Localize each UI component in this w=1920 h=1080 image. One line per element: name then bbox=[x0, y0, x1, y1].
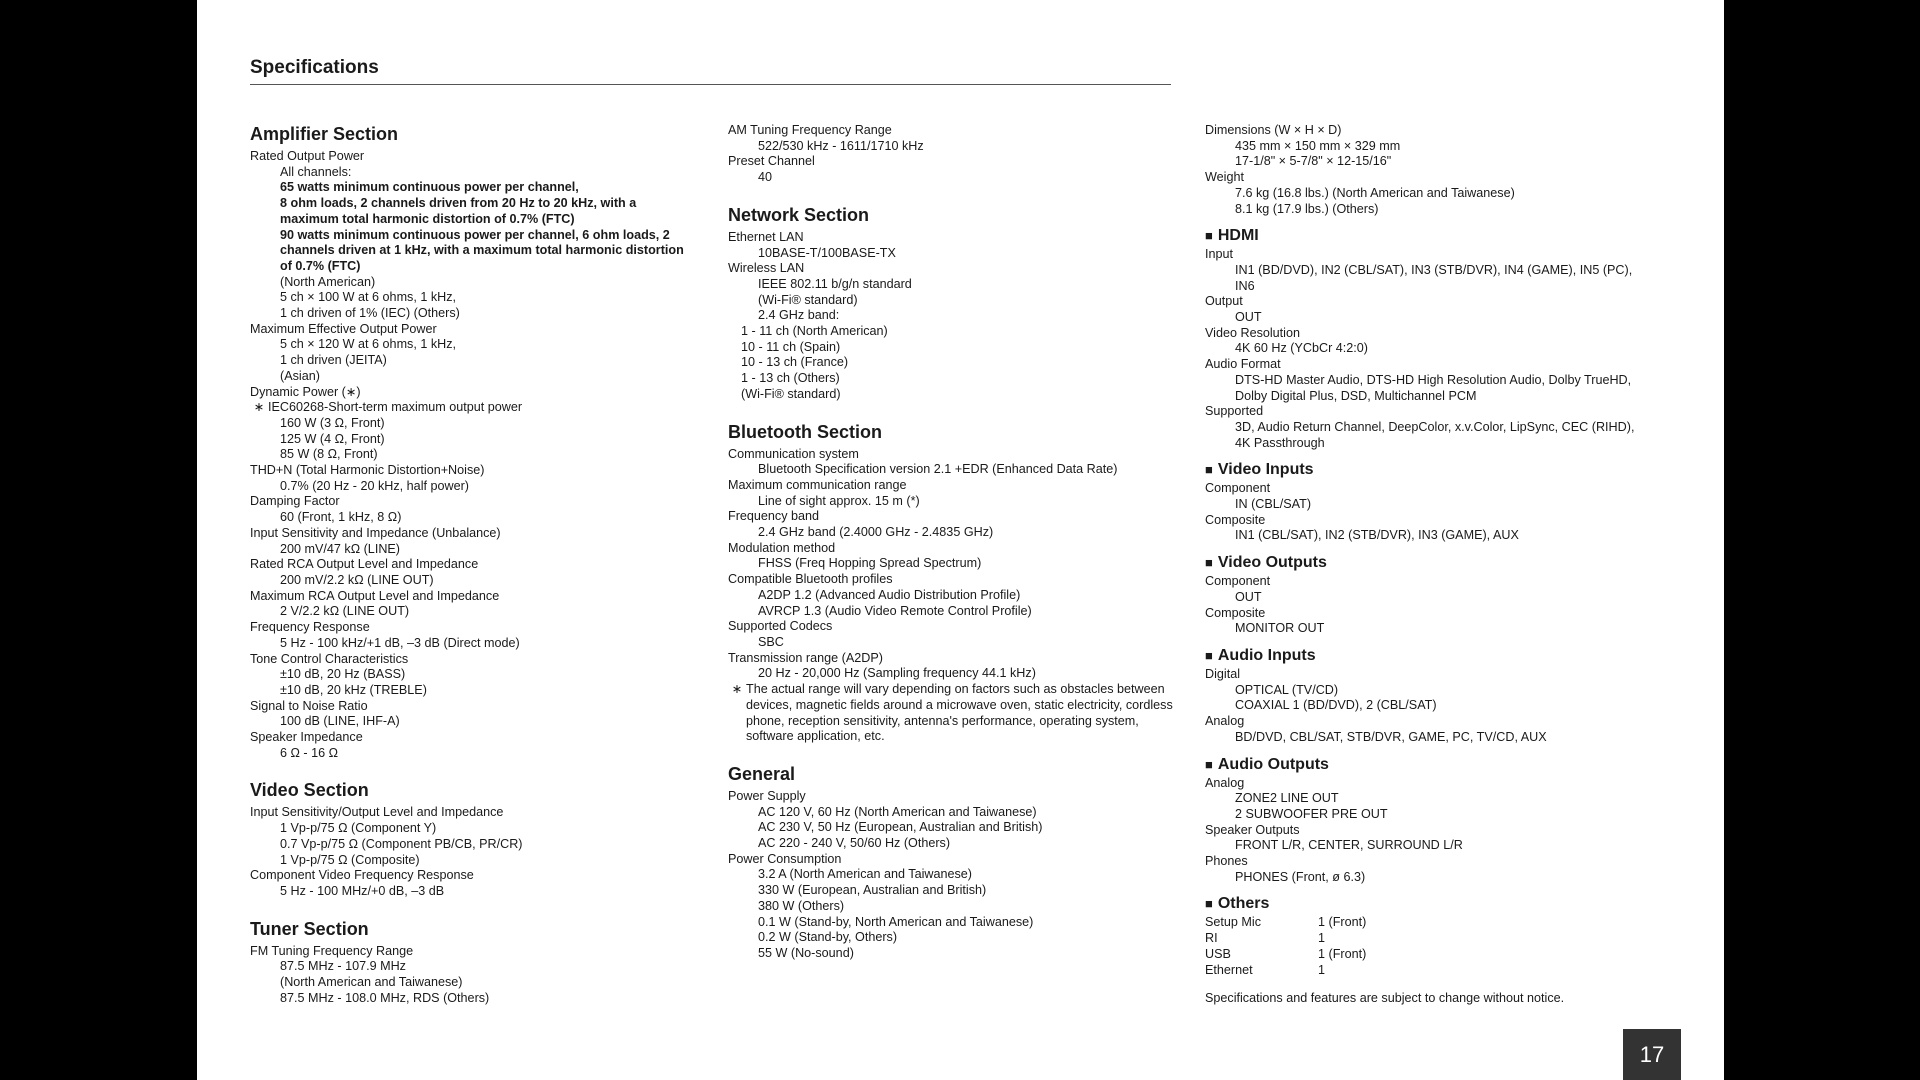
spec-value: 2 SUBWOOFER PRE OUT bbox=[1235, 806, 1388, 821]
spec-label: Weight bbox=[1205, 170, 1244, 185]
spec-value: DTS-HD Master Audio, DTS-HD High Resolution Audio, Dolby TrueHD, bbox=[1235, 372, 1632, 387]
spec-value: OUT bbox=[1235, 589, 1262, 604]
hdmi-heading: ■ HDMI bbox=[1205, 226, 1675, 246]
spec-value: 3D, Audio Return Channel, DeepColor, x.v.Color, LipSync, CEC (RIHD), bbox=[1235, 419, 1635, 434]
spec-label: Digital bbox=[1205, 666, 1240, 681]
spec-value: SBC bbox=[758, 634, 784, 649]
spec-label: Component bbox=[1205, 574, 1271, 589]
spec-value: IN1 (CBL/SAT), IN2 (STB/DVR), IN3 (GAME), AUX bbox=[1235, 528, 1519, 543]
manual-page bbox=[197, 0, 1724, 1080]
spec-value: 2.4 GHz band: bbox=[758, 308, 840, 323]
asterisk-mark: ∗ bbox=[731, 682, 743, 697]
spec-label: Component Video Frequency Response bbox=[250, 868, 474, 883]
spec-value: 0.7% (20 Hz - 20 kHz, half power) bbox=[280, 478, 469, 493]
spec-label: Rated RCA Output Level and Impedance bbox=[250, 557, 479, 572]
general-heading: General bbox=[728, 763, 796, 784]
spec-label: Wireless LAN bbox=[728, 261, 805, 276]
spec-label: Preset Channel bbox=[728, 154, 815, 169]
spec-value: AC 230 V, 50 Hz (European, Australian and British) bbox=[758, 820, 1043, 835]
spec-value: 435 mm × 150 mm × 329 mm bbox=[1235, 138, 1401, 153]
spec-label: Speaker Impedance bbox=[250, 730, 363, 745]
others-value: 1 bbox=[1318, 962, 1326, 977]
spec-label: Video Resolution bbox=[1205, 325, 1300, 340]
spec-label: Compatible Bluetooth profiles bbox=[728, 572, 893, 587]
spec-label: Maximum communication range bbox=[728, 477, 907, 492]
spec-value: FHSS (Freq Hopping Spread Spectrum) bbox=[758, 556, 982, 571]
spec-label: Damping Factor bbox=[250, 494, 340, 509]
spec-value: IN (CBL/SAT) bbox=[1235, 497, 1312, 512]
footnote-text: The actual range will vary depending on factors such as obstacles between devices, magnetic fields around a microwave oven, static electricity, cordless phone, reception sensitivity, antenna's performance, operating system, software application, etc. bbox=[746, 682, 1173, 744]
spec-value: 4K Passthrough bbox=[1235, 435, 1325, 450]
spec-value: 60 (Front, 1 kHz, 8 Ω) bbox=[280, 510, 402, 525]
spec-value: (Wi-Fi® standard) bbox=[741, 386, 841, 401]
spec-label: Composite bbox=[1205, 605, 1266, 620]
spec-value: 1 Vp-p/75 Ω (Composite) bbox=[280, 852, 420, 867]
spec-value: (Asian) bbox=[280, 368, 320, 383]
others-value: 1 (Front) bbox=[1318, 915, 1367, 930]
footnote bbox=[250, 400, 710, 416]
spec-value: BD/DVD, CBL/SAT, STB/DVR, GAME, PC, TV/CD, AUX bbox=[1235, 729, 1547, 744]
amplifier-heading: Amplifier Section bbox=[250, 124, 399, 144]
page-title: Specifications bbox=[250, 57, 379, 78]
tuner-heading: Tuner Section bbox=[250, 918, 369, 939]
spec-value: 1 - 11 ch (North American) bbox=[741, 324, 888, 339]
spec-value: PHONES (Front, ø 6.3) bbox=[1235, 869, 1366, 884]
asterisk-mark: ∗ bbox=[253, 400, 265, 415]
spec-value: IEEE 802.11 b/g/n standard bbox=[758, 276, 912, 291]
column-left bbox=[250, 123, 710, 1006]
spec-value: 1 Vp-p/75 Ω (Component Y) bbox=[280, 821, 437, 836]
spec-label: Ethernet LAN bbox=[728, 229, 804, 244]
others-row bbox=[1205, 915, 1675, 931]
spec-value: 380 W (Others) bbox=[758, 898, 845, 913]
spec-value-bold: of 0.7% (FTC) bbox=[280, 258, 361, 273]
video-outputs-heading: ■ Video Outputs bbox=[1205, 553, 1675, 573]
spec-label: Frequency band bbox=[728, 509, 820, 524]
spec-value: 5 ch × 100 W at 6 ohms, 1 kHz, bbox=[280, 290, 457, 305]
spec-value-bold: maximum total harmonic distortion of 0.7% (FTC) bbox=[280, 211, 575, 226]
spec-label: Modulation method bbox=[728, 540, 836, 555]
spec-value: 10 - 13 ch (France) bbox=[741, 355, 849, 370]
others-row bbox=[1205, 947, 1675, 963]
others-key: Setup Mic bbox=[1205, 915, 1261, 930]
spec-label: Rated Output Power bbox=[250, 149, 365, 163]
spec-value: 0.1 W (Stand-by, North American and Taiwanese) bbox=[758, 914, 1034, 929]
spec-label: Dynamic Power (∗) bbox=[250, 384, 361, 399]
spec-value: FRONT L/R, CENTER, SURROUND L/R bbox=[1235, 838, 1463, 853]
spec-value: Bluetooth Specification version 2.1 +EDR (Enhanced Data Rate) bbox=[758, 462, 1118, 477]
spec-value: IN6 bbox=[1235, 278, 1255, 293]
spec-value: 100 dB (LINE, IHF-A) bbox=[280, 714, 400, 729]
column-right bbox=[1205, 123, 1675, 1007]
spec-value: 4K 60 Hz (YCbCr 4:2:0) bbox=[1235, 341, 1368, 356]
spec-value: 1 ch driven (JEITA) bbox=[280, 353, 387, 368]
spec-value: AC 120 V, 60 Hz (North American and Taiwanese) bbox=[758, 804, 1037, 819]
others-value: 1 bbox=[1318, 931, 1326, 946]
spec-value: 87.5 MHz - 108.0 MHz, RDS (Others) bbox=[280, 990, 490, 1005]
spec-label: Input Sensitivity/Output Level and Impedance bbox=[250, 805, 504, 820]
spec-value: 330 W (European, Australian and British) bbox=[758, 883, 987, 898]
spec-label: Communication system bbox=[728, 446, 859, 461]
video-inputs-heading: ■ Video Inputs bbox=[1205, 460, 1675, 480]
title-rule bbox=[250, 84, 1171, 85]
spec-label: Audio Format bbox=[1205, 357, 1281, 372]
spec-value: 10BASE-T/100BASE-TX bbox=[758, 245, 896, 260]
spec-label: Analog bbox=[1205, 714, 1245, 729]
spec-value: A2DP 1.2 (Advanced Audio Distribution Profile) bbox=[758, 587, 1021, 602]
spec-value: 1 - 13 ch (Others) bbox=[741, 371, 840, 386]
spec-label: Frequency Response bbox=[250, 620, 370, 635]
spec-value: 8.1 kg (17.9 lbs.) (Others) bbox=[1235, 201, 1379, 216]
spec-value: 55 W (No-sound) bbox=[758, 945, 854, 960]
disclaimer-note: Specifications and features are subject to change without notice. bbox=[1205, 991, 1565, 1006]
spec-value: 5 Hz - 100 kHz/+1 dB, –3 dB (Direct mode) bbox=[280, 635, 520, 650]
spec-value: 0.2 W (Stand-by, Others) bbox=[758, 930, 898, 945]
spec-value: 160 W (3 Ω, Front) bbox=[280, 415, 385, 430]
spec-value: 87.5 MHz - 107.9 MHz bbox=[280, 959, 406, 974]
spec-value: 3.2 A (North American and Taiwanese) bbox=[758, 867, 972, 882]
spec-label: Transmission range (A2DP) bbox=[728, 650, 883, 665]
bluetooth-heading: Bluetooth Section bbox=[728, 421, 882, 442]
spec-value: 125 W (4 Ω, Front) bbox=[280, 431, 385, 446]
spec-value: ±10 dB, 20 kHz (TREBLE) bbox=[280, 682, 427, 697]
spec-value: Line of sight approx. 15 m (*) bbox=[758, 493, 920, 508]
others-row bbox=[1205, 931, 1675, 947]
spec-label: FM Tuning Frequency Range bbox=[250, 943, 414, 958]
spec-value: 6 Ω - 16 Ω bbox=[280, 745, 339, 760]
spec-value: ZONE2 LINE OUT bbox=[1235, 791, 1339, 806]
spec-label: Phones bbox=[1205, 854, 1248, 869]
others-heading: ■ Others bbox=[1205, 894, 1675, 914]
spec-value: AVRCP 1.3 (Audio Video Remote Control Profile) bbox=[758, 603, 1032, 618]
spec-value: AC 220 - 240 V, 50/60 Hz (Others) bbox=[758, 836, 951, 851]
network-heading: Network Section bbox=[728, 204, 870, 225]
spec-label: Input bbox=[1205, 247, 1234, 262]
spec-value: Dolby Digital Plus, DSD, Multichannel PCM bbox=[1235, 388, 1477, 403]
spec-label: AM Tuning Frequency Range bbox=[728, 123, 892, 137]
spec-value: OUT bbox=[1235, 310, 1262, 325]
others-row bbox=[1205, 963, 1675, 979]
spec-value: 10 - 11 ch (Spain) bbox=[741, 339, 841, 354]
spec-label: Component bbox=[1205, 481, 1271, 496]
spec-value: 17-1/8" × 5-7/8" × 12-15/16" bbox=[1235, 154, 1392, 169]
video-heading: Video Section bbox=[250, 780, 369, 801]
footnote bbox=[728, 682, 1178, 745]
spec-label: Maximum RCA Output Level and Impedance bbox=[250, 588, 500, 603]
spec-value: 200 mV/47 kΩ (LINE) bbox=[280, 541, 401, 556]
spec-label: Dimensions (W × H × D) bbox=[1205, 123, 1342, 137]
audio-outputs-heading: ■ Audio Outputs bbox=[1205, 755, 1675, 775]
spec-label: Power Consumption bbox=[728, 851, 842, 866]
others-value: 1 (Front) bbox=[1318, 946, 1367, 961]
others-key: USB bbox=[1205, 946, 1231, 961]
page-number: 17 bbox=[1623, 1029, 1681, 1080]
spec-value: 5 Hz - 100 MHz/+0 dB, –3 dB bbox=[280, 883, 445, 898]
spec-value: MONITOR OUT bbox=[1235, 621, 1325, 636]
spec-label: Signal to Noise Ratio bbox=[250, 698, 368, 713]
spec-label: Supported Codecs bbox=[728, 619, 833, 634]
spec-value: 200 mV/2.2 kΩ (LINE OUT) bbox=[280, 572, 434, 587]
spec-label: Analog bbox=[1205, 775, 1245, 790]
spec-label: Maximum Effective Output Power bbox=[250, 321, 437, 336]
spec-value: (North American and Taiwanese) bbox=[280, 975, 463, 990]
spec-value: 7.6 kg (16.8 lbs.) (North American and Taiwanese) bbox=[1235, 185, 1515, 200]
spec-value-bold: channels driven at 1 kHz, with a maximum total harmonic distortion bbox=[280, 243, 684, 258]
spec-value: COAXIAL 1 (BD/DVD), 2 (CBL/SAT) bbox=[1235, 698, 1437, 713]
spec-value: OPTICAL (TV/CD) bbox=[1235, 682, 1339, 697]
footnote-text: IEC60268-Short-term maximum output power bbox=[268, 400, 523, 415]
spec-label: Power Supply bbox=[728, 788, 806, 803]
spec-value: All channels: bbox=[280, 164, 352, 179]
column-middle bbox=[728, 123, 1178, 962]
others-key: RI bbox=[1205, 931, 1218, 946]
spec-value: 5 ch × 120 W at 6 ohms, 1 kHz, bbox=[280, 337, 457, 352]
spec-value: 85 W (8 Ω, Front) bbox=[280, 447, 378, 462]
spec-label: THD+N (Total Harmonic Distortion+Noise) bbox=[250, 463, 485, 478]
spec-label: Output bbox=[1205, 294, 1243, 309]
spec-label: Composite bbox=[1205, 512, 1266, 527]
spec-value: 2 V/2.2 kΩ (LINE OUT) bbox=[280, 604, 410, 619]
spec-label: Tone Control Characteristics bbox=[250, 651, 409, 666]
spec-value: 522/530 kHz - 1611/1710 kHz bbox=[758, 138, 924, 153]
spec-value: IN1 (BD/DVD), IN2 (CBL/SAT), IN3 (STB/DVR), IN4 (GAME), IN5 (PC), bbox=[1235, 262, 1633, 277]
spec-value-bold: 65 watts minimum continuous power per channel, bbox=[280, 180, 579, 195]
spec-value: ±10 dB, 20 Hz (BASS) bbox=[280, 667, 406, 682]
spec-value: (Wi-Fi® standard) bbox=[758, 292, 858, 307]
spec-value-bold: 8 ohm loads, 2 channels driven from 20 Hz to 20 kHz, with a bbox=[280, 196, 637, 211]
spec-value: 0.7 Vp-p/75 Ω (Component PB/CB, PR/CR) bbox=[280, 836, 523, 851]
spec-value: 40 bbox=[758, 170, 773, 185]
audio-inputs-heading: ■ Audio Inputs bbox=[1205, 646, 1675, 666]
spec-value: 2.4 GHz band (2.4000 GHz - 2.4835 GHz) bbox=[758, 525, 994, 540]
spec-label: Supported bbox=[1205, 404, 1264, 419]
spec-value: 1 ch driven of 1% (IEC) (Others) bbox=[280, 306, 460, 321]
spec-label: Speaker Outputs bbox=[1205, 822, 1300, 837]
spec-label: Input Sensitivity and Impedance (Unbalance) bbox=[250, 525, 501, 540]
others-key: Ethernet bbox=[1205, 962, 1253, 977]
spec-value: (North American) bbox=[280, 274, 376, 289]
spec-value: 20 Hz - 20,000 Hz (Sampling frequency 44.1 kHz) bbox=[758, 666, 1036, 681]
spec-value-bold: 90 watts minimum continuous power per channel, 6 ohm loads, 2 bbox=[280, 227, 670, 242]
